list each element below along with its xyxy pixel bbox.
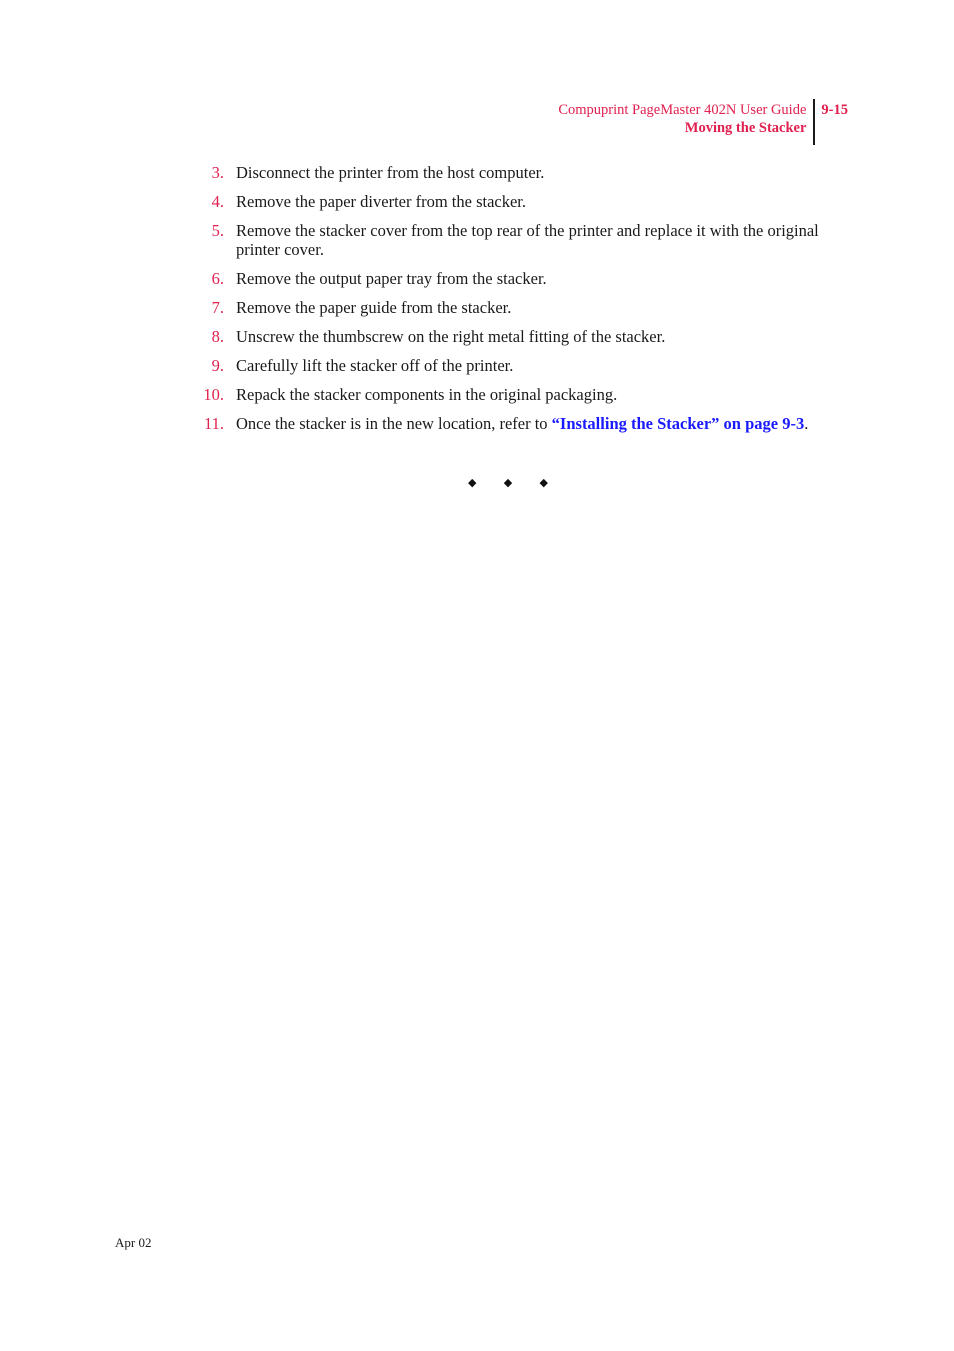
list-item [196, 298, 846, 317]
step-number: 3. [211, 163, 224, 182]
step-text [236, 414, 846, 433]
step-number: 11. [203, 414, 224, 433]
header-titles [558, 99, 815, 145]
list-item [196, 221, 846, 259]
section-end-divider [468, 476, 548, 489]
step-number: 7. [211, 298, 224, 317]
list-item [196, 269, 846, 288]
diamond-icon: ◆ [503, 477, 513, 489]
list-item [196, 385, 846, 404]
step-number: 10. [203, 385, 224, 404]
procedure-steps [196, 163, 846, 443]
step-text: Unscrew the thumbscrew on the right metal fitting of the stacker. [236, 327, 666, 346]
step-number: 6. [211, 269, 224, 288]
step-text: Remove the stacker cover from the top rear of the printer and replace it with the original printer cover. [236, 221, 819, 259]
list-item [196, 414, 846, 433]
step-text: Remove the paper guide from the stacker. [236, 298, 512, 317]
page-header [558, 99, 848, 145]
step-text: Remove the output paper tray from the stacker. [236, 269, 547, 288]
list-item [196, 163, 846, 182]
step-number: 4. [211, 192, 224, 211]
step-text-after-link: . [804, 414, 809, 433]
footer-date: Apr 02 [115, 1235, 152, 1250]
page-number: 9-15 [821, 102, 848, 118]
guide-title: Compuprint PageMaster 402N User Guide [558, 102, 807, 118]
installing-stacker-link[interactable]: “Installing the Stacker” on page 9-3 [551, 414, 805, 433]
list-item [196, 356, 846, 375]
list-item [196, 327, 846, 346]
step-text-before-link: Once the stacker is in the new location, refer to [236, 414, 552, 433]
step-number: 8. [211, 327, 224, 346]
diamond-icon: ◆ [539, 477, 548, 489]
step-number: 9. [211, 356, 224, 375]
step-number: 5. [211, 221, 224, 240]
step-text: Remove the paper diverter from the stacker. [236, 192, 527, 211]
diamond-icon: ◆ [468, 477, 477, 489]
step-text: Carefully lift the stacker off of the printer. [236, 356, 514, 375]
list-item [196, 192, 846, 211]
step-text: Repack the stacker components in the original packaging. [236, 385, 618, 404]
step-text: Disconnect the printer from the host computer. [236, 163, 545, 182]
section-title: Moving the Stacker [684, 120, 807, 136]
